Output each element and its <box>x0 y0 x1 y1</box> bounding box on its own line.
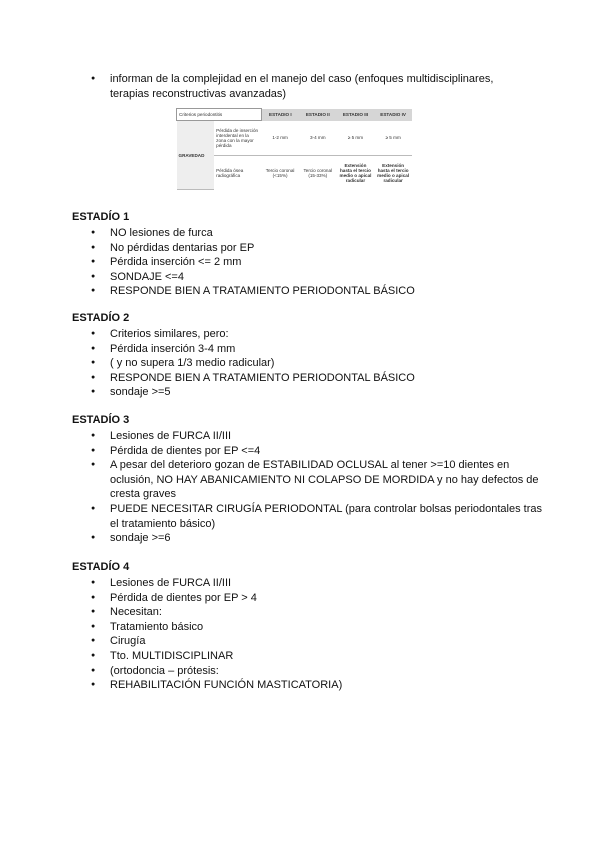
table-group-gravedad: GRAVEDAD <box>177 121 215 190</box>
table-cell: 1-2 mm <box>261 121 299 156</box>
table-cell: ≥ 5 mm <box>337 121 375 156</box>
list-item: ● RESPONDE BIEN A TRATAMIENTO PERIODONTAL BÁSICO <box>74 284 542 299</box>
list-item: ● RESPONDE BIEN A TRATAMIENTO PERIODONTAL BÁSICO <box>74 371 542 386</box>
list-item: ● A pesar del deterioro gozan de ESTABILIDAD OCLUSAL al tener >=10 dientes en oclusión, NO HAY ABANICAMIENTO NI COLAPSO DE MORDIDA y no hay defectos de cresta graves <box>74 458 542 502</box>
table-cell: Tercio coronal (<15%) <box>265 167 295 178</box>
list-item: ● Lesiones de FURCA II/III <box>74 576 542 591</box>
list-item: ● Lesiones de FURCA II/III <box>74 429 542 444</box>
stage-4-list <box>74 576 542 693</box>
list-item: ● REHABILITACIÓN FUNCIÓN MASTICATORIA) <box>74 678 542 693</box>
table-cell: Extensión hasta el tercio medio o apical radicular <box>339 162 372 183</box>
list-item: ● Pérdida de dientes por EP > 4 <box>74 591 542 606</box>
list-item: ● Tratamiento básico <box>74 620 542 635</box>
stage-1-section <box>72 210 542 299</box>
intro-list <box>74 72 534 101</box>
table-header-stage-1: ESTADIO I <box>261 109 299 121</box>
stage-2-list <box>74 327 542 400</box>
list-item: ● PUEDE NECESITAR CIRUGÍA PERIODONTAL (para controlar bolsas periodontales tras el tratamiento básico) <box>74 502 542 531</box>
table-cell: Tercio coronal (15-33%) <box>303 167 333 178</box>
table-header-stage-4: ESTADIO IV <box>374 109 412 121</box>
table-header-stage-3: ESTADIO III <box>337 109 375 121</box>
stage-1-heading: ESTADÍO 1 <box>72 211 130 223</box>
list-item: ● Pérdida de dientes por EP <=4 <box>74 444 542 459</box>
stage-3-section <box>72 413 542 546</box>
list-item: ● Cirugía <box>74 634 542 649</box>
staging-table-image <box>176 108 412 190</box>
intro-item: ● informan de la complejidad en el manejo del caso (enfoques multidisciplinares, terapias reconstructivas avanzadas) <box>74 72 534 101</box>
list-item: ● No pérdidas dentarias por EP <box>74 241 542 256</box>
list-item: ● Pérdida inserción <= 2 mm <box>74 255 542 270</box>
list-item: ● Necesitan: <box>74 605 542 620</box>
stage-3-heading: ESTADÍO 3 <box>72 414 130 426</box>
stage-4-heading: ESTADÍO 4 <box>72 561 130 573</box>
table-cell: Extensión hasta el tercio medio o apical radicular <box>377 162 410 183</box>
stage-2-section <box>72 311 542 400</box>
staging-table <box>176 108 412 190</box>
list-item: ● (ortodoncia – prótesis: <box>74 664 542 679</box>
list-item: ● ( y no supera 1/3 medio radicular) <box>74 356 542 371</box>
table-header-criteria: Criterios periodontitis <box>177 109 262 121</box>
list-item: ● sondaje >=6 <box>74 531 542 546</box>
list-item: ● SONDAJE <=4 <box>74 270 542 285</box>
table-header-stage-2: ESTADIO II <box>299 109 337 121</box>
stage-3-list <box>74 429 542 546</box>
table-row-label: Pérdida de inserción interdental en la zona con la mayor pérdida <box>214 121 261 156</box>
stage-4-section <box>72 560 542 693</box>
list-item: ● sondaje >=5 <box>74 385 542 400</box>
list-item: ● Tto. MULTIDISCIPLINAR <box>74 649 542 664</box>
stage-1-list <box>74 226 542 299</box>
stage-2-heading: ESTADÍO 2 <box>72 312 130 324</box>
list-item: ● Pérdida inserción 3-4 mm <box>74 342 542 357</box>
table-row-label: Pérdida ósea radiográfica <box>216 167 244 178</box>
list-item: ● Criterios similares, pero: <box>74 327 542 342</box>
list-item: ● NO lesiones de furca <box>74 226 542 241</box>
table-cell: 3-4 mm <box>299 121 337 156</box>
table-cell: ≥ 5 mm <box>374 121 412 156</box>
